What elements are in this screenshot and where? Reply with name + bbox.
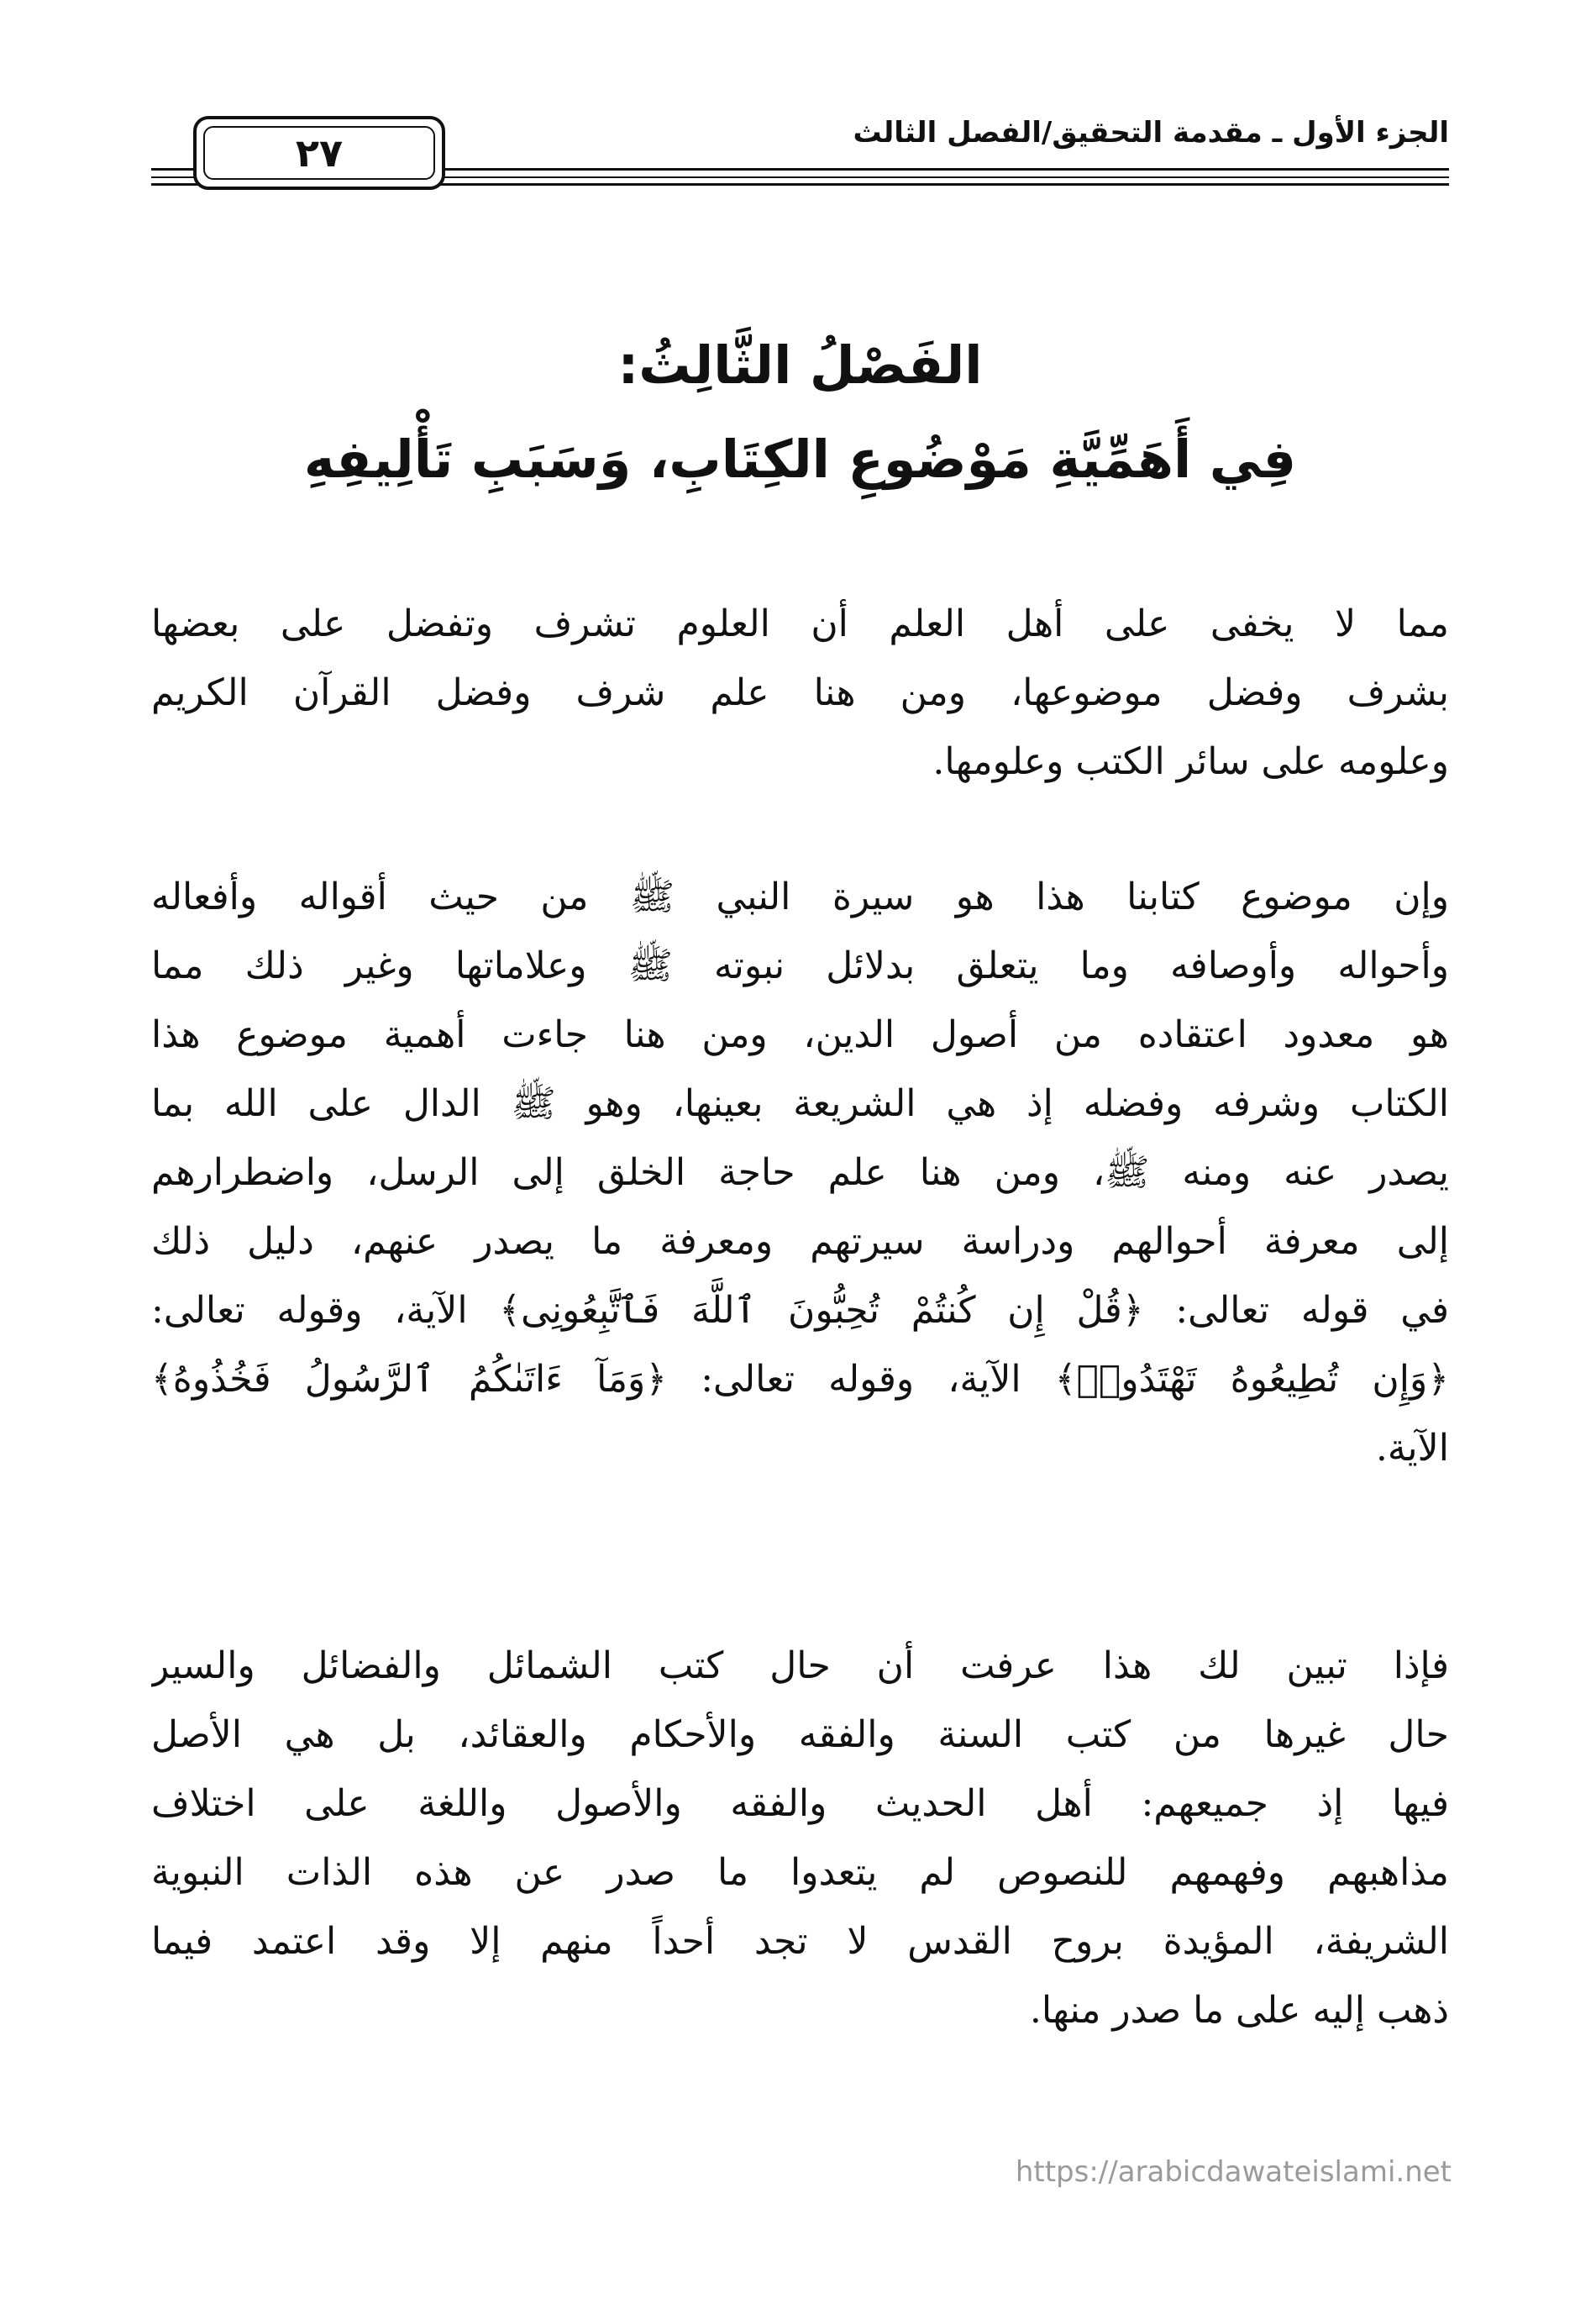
text-line: مذاهبهم وفهمهم للنصوص لم يتعدوا ما صدر عن هذه الذات النبوية (151, 1851, 1449, 1894)
text-line: فإذا تبين لك هذا عرفت أن حال كتب الشمائل والفضائل والسير (151, 1644, 1449, 1687)
text-line: حال غيرها من كتب السنة والفقه والأحكام والعقائد، بل هي الأصل (151, 1713, 1449, 1756)
text-line: وأحواله وأوصافه وما يتعلق بدلائل نبوته ﷺ وعلاماتها وغير ذلك مما (151, 944, 1449, 987)
text-line: يصدر عنه ومنه ﷺ، ومن هنا علم حاجة الخلق إلى الرسل، واضطرارهم (151, 1151, 1449, 1194)
text-line: بشرف وفضل موضوعها، ومن هنا علم شرف وفضل القرآن الكريم (151, 671, 1449, 714)
chapter-title: الفَصْلُ الثَّالِثُ: (617, 334, 983, 396)
page-header (151, 99, 1449, 200)
page-number: ٢٧ (203, 126, 435, 180)
text-line: مما لا يخفى على أهل العلم أن العلوم تشرف وتفضل على بعضها (151, 602, 1449, 645)
text-line: ﴿وَإِن تُطِيعُوهُ تَهْتَدُوا۟﴾ الآية، وقوله تعالى: ﴿وَمَآ ءَاتَىٰكُمُ ٱلرَّسُولُ فَخُذُوهُ﴾ (151, 1358, 1449, 1401)
text-line: الشريفة، المؤيدة بروح القدس لا تجد أحداً منهم إلا وقد اعتمد فيما (151, 1920, 1449, 1963)
text-line: ذهب إليه على ما صدر منها. (1029, 1989, 1449, 2032)
running-title: الجزء الأول ـ مقدمة التحقيق/الفصل الثالث (853, 116, 1449, 150)
paragraph-2 (151, 863, 1449, 1483)
chapter-subtitle: فِي أَهَمِّيَّةِ مَوْضُوعِ الكِتَابِ، وَسَبَبِ تَأْلِيفِهِ (303, 429, 1297, 490)
text-line: الآية. (1375, 1427, 1449, 1470)
page-number-frame (193, 116, 445, 190)
text-line: هو معدود اعتقاده من أصول الدين، ومن هنا جاءت أهمية موضوع هذا (151, 1013, 1449, 1056)
text-line: وعلومه على سائر الكتب وعلومها. (932, 740, 1449, 783)
text-line: الكتاب وشرفه وفضله إذ هي الشريعة بعينها، وهو ﷺ الدال على الله بما (151, 1082, 1449, 1125)
paragraph-1 (151, 590, 1449, 797)
text-line: وإن موضوع كتابنا هذا هو سيرة النبي ﷺ من حيث أقواله وأفعاله (151, 876, 1449, 918)
watermark-url: https://arabicdawateislami.net (1015, 2155, 1452, 2189)
paragraph-3 (151, 1632, 1449, 2045)
text-line: فيها إذ جميعهم: أهل الحديث والفقه والأصول واللغة على اختلاف (151, 1782, 1449, 1825)
text-line: في قوله تعالى: ﴿قُلْ إِن كُنتُمْ تُحِبُّونَ ٱللَّهَ فَٱتَّبِعُونِى﴾ الآية، وقوله تعالى: (151, 1289, 1449, 1332)
text-line: إلى معرفة أحوالهم ودراسة سيرتهم ومعرفة ما يصدر عنهم، دليل ذلك (151, 1220, 1449, 1263)
